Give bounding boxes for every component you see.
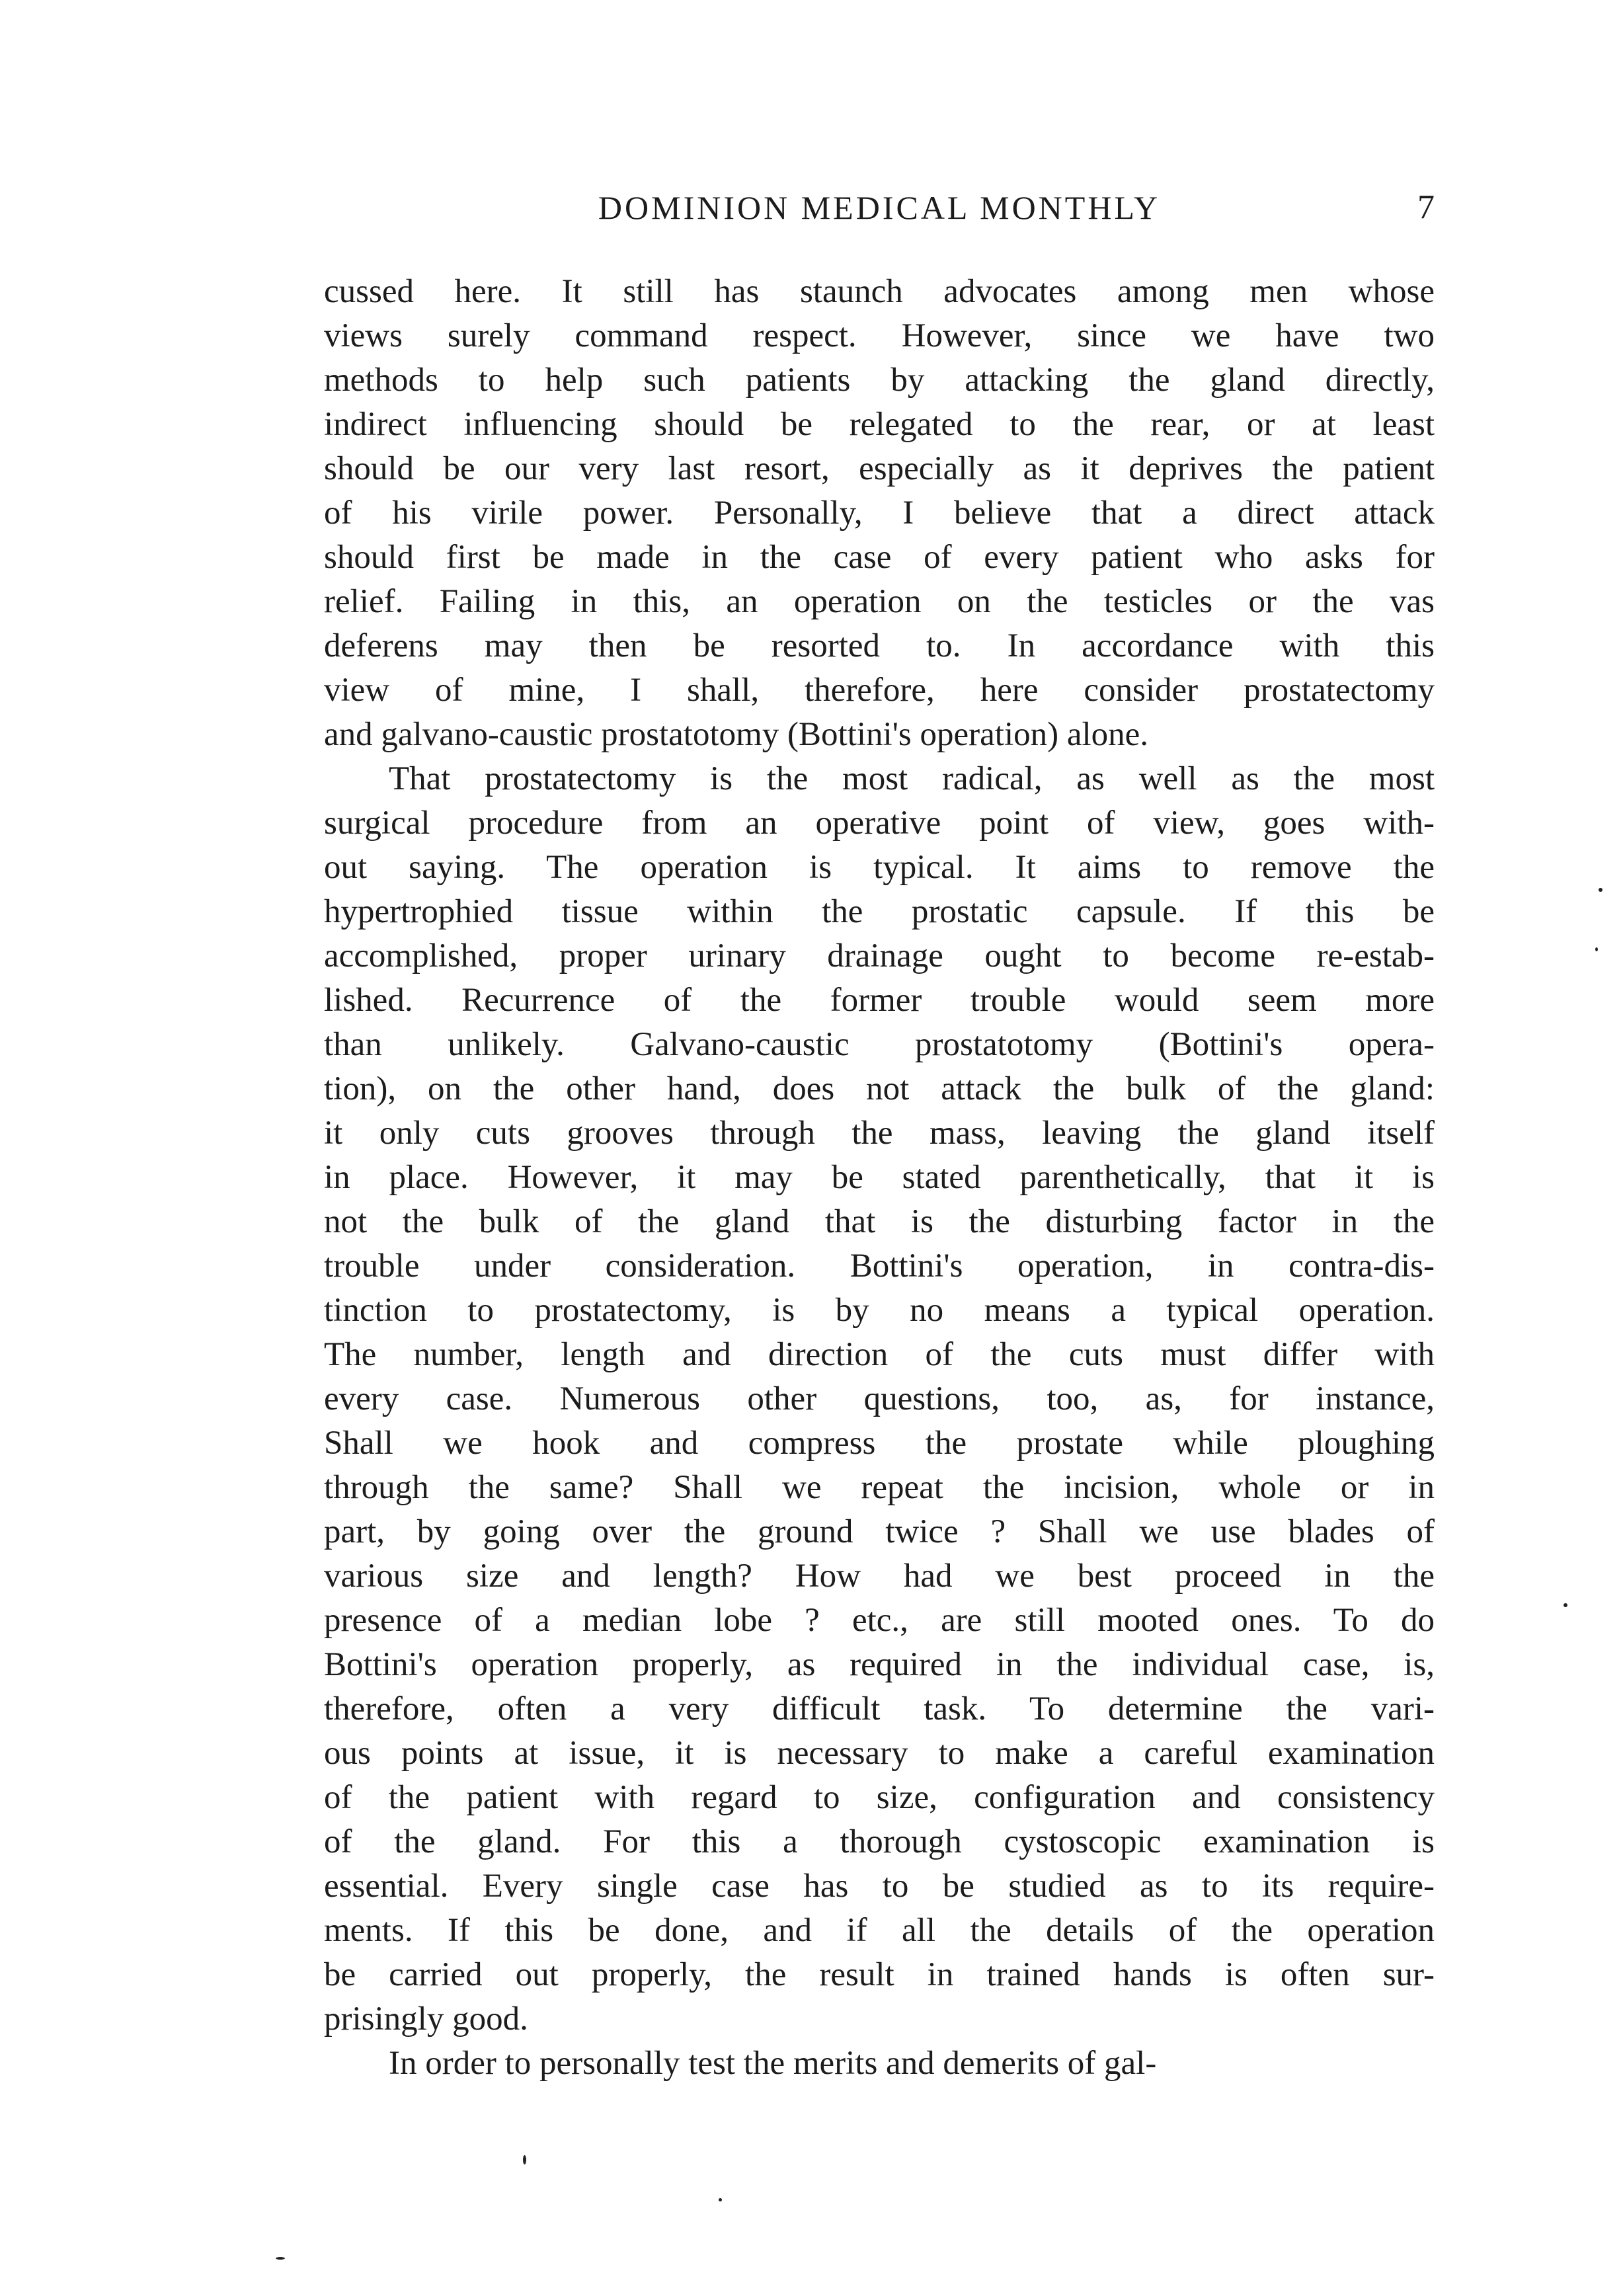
text-line: it only cuts grooves through the mass, leaving the gland itself <box>324 1115 1435 1152</box>
text-line: lished. Recurrence of the former trouble would seem more <box>324 982 1435 1019</box>
page-number: 7 <box>1417 188 1435 226</box>
text-line: through the same? Shall we repeat the incision, whole or in <box>324 1469 1435 1506</box>
text-line: hypertrophied tissue within the prostatic capsule. If this be <box>324 893 1435 930</box>
text-line: The number, length and direction of the cuts must differ with <box>324 1336 1435 1373</box>
text-line: and galvano-caustic prostatotomy (Bottini's operation) alone. <box>324 716 1149 753</box>
text-line: not the bulk of the gland that is the disturbing factor in the <box>324 1203 1435 1240</box>
text-line: That prostatectomy is the most radical, as well as the most <box>389 760 1435 797</box>
text-line: out saying. The operation is typical. It aims to remove the <box>324 849 1435 886</box>
scan-speck <box>719 2198 722 2201</box>
text-line: tinction to prostatectomy, is by no means a typical operation. <box>324 1292 1435 1329</box>
text-line: therefore, often a very difficult task. To determine the vari- <box>324 1690 1435 1727</box>
text-line: various size and length? How had we best proceed in the <box>324 1558 1435 1595</box>
text-line: ments. If this be done, and if all the details of the operation <box>324 1912 1435 1949</box>
running-title: DOMINION MEDICAL MONTHLY <box>598 189 1161 226</box>
scan-speck <box>1564 1603 1567 1607</box>
text-line: view of mine, I shall, therefore, here consider prostatectomy <box>324 672 1435 709</box>
text-line: should first be made in the case of every patient who asks for <box>324 539 1435 576</box>
text-line: be carried out properly, the result in trained hands is often sur- <box>324 1956 1435 1993</box>
paragraph <box>324 270 1435 757</box>
scan-speck <box>523 2155 526 2164</box>
text-line: cussed here. It still has staunch advocates among men whose <box>324 273 1435 310</box>
text-line: essential. Every single case has to be studied as to its require- <box>324 1868 1435 1905</box>
text-line: prisingly good. <box>324 2000 528 2038</box>
text-line: presence of a median lobe ? etc., are still mooted ones. To do <box>324 1602 1435 1639</box>
text-line: views surely command respect. However, since we have two <box>324 317 1435 354</box>
text-line: trouble under consideration. Bottini's operation, in contra-dis- <box>324 1247 1435 1285</box>
paragraph <box>324 757 1435 2041</box>
text-line: of the gland. For this a thorough cystoscopic examination is <box>324 1823 1435 1860</box>
text-line: than unlikely. Galvano-caustic prostatotomy (Bottini's opera- <box>324 1026 1435 1063</box>
scan-speck <box>1599 888 1603 892</box>
text-line: methods to help such patients by attacking the gland directly, <box>324 362 1435 399</box>
running-head <box>324 186 1435 239</box>
text-line: indirect influencing should be relegated to the rear, or at least <box>324 406 1435 443</box>
text-line: Bottini's operation properly, as required in the individual case, is, <box>324 1646 1435 1683</box>
scan-speck <box>1595 947 1598 951</box>
text-line: every case. Numerous other questions, too, as, for instance, <box>324 1380 1435 1417</box>
text-line: part, by going over the ground twice ? Shall we use blades of <box>324 1513 1435 1550</box>
text-line: relief. Failing in this, an operation on the testicles or the vas <box>324 583 1435 620</box>
text-line: should be our very last resort, especially as it deprives the patient <box>324 450 1435 487</box>
text-line: in place. However, it may be stated parenthetically, that it is <box>324 1159 1435 1196</box>
text-line: ous points at issue, it is necessary to make a careful examination <box>324 1735 1435 1772</box>
scan-speck <box>276 2257 285 2260</box>
text-line: Shall we hook and compress the prostate while ploughing <box>324 1425 1435 1462</box>
paragraph <box>324 2041 1435 2086</box>
text-line: deferens may then be resorted to. In accordance with this <box>324 627 1435 664</box>
text-line: tion), on the other hand, does not attack the bulk of the gland: <box>324 1070 1435 1107</box>
text-line: In order to personally test the merits and demerits of gal- <box>389 2045 1157 2082</box>
text-line: accomplished, proper urinary drainage ought to become re-estab- <box>324 937 1435 974</box>
body-text <box>324 270 1435 2086</box>
text-line: of the patient with regard to size, configuration and consistency <box>324 1779 1435 1816</box>
text-line: surgical procedure from an operative point of view, goes with- <box>324 805 1435 842</box>
text-line: of his virile power. Personally, I believe that a direct attack <box>324 495 1435 532</box>
